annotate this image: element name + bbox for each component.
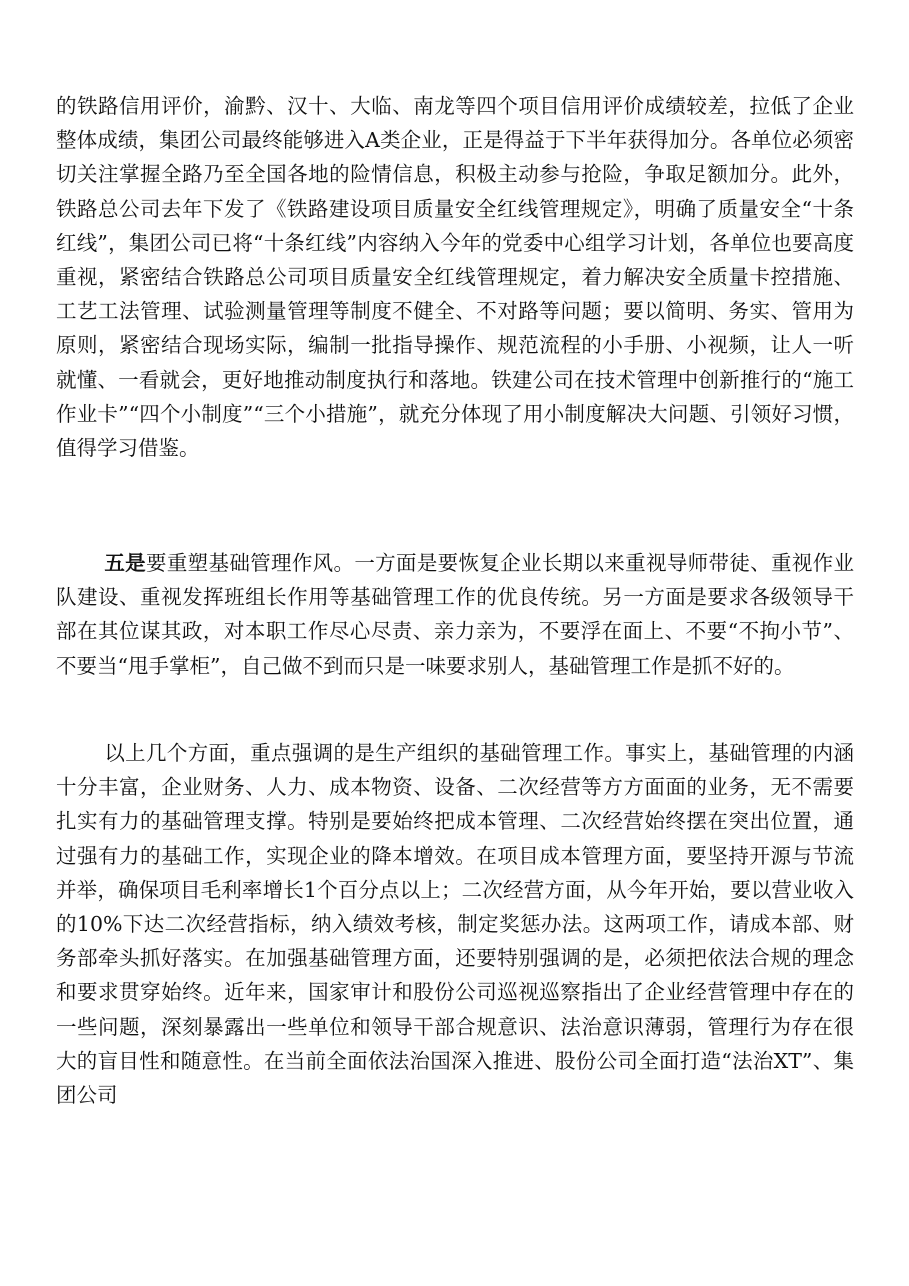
paragraph-summary [56, 736, 854, 1112]
paragraph-lead-label: 五是 [104, 551, 146, 575]
paragraph-point-five [56, 546, 854, 683]
paragraph-text: 以上几个方面，重点强调的是生产组织的基础管理工作。事实上，基础管理的内涵十分丰富，企业财务、人力、成本物资、设备、二次经营等方方面面的业务，无不需要扎实有力的基础管理支撑。特别是要始终把成本管理、二次经营始终摆在突出位置，通过强有力的基础工作，实现企业的降本增效。在项目成本管理方面，要坚持开源与节流并举，确保项目毛利率增长1个百分点以上；二次经营方面，从今年开始，要以营业收入的10%下达二次经营指标，纳入绩效考核，制定奖惩办法。这两项工作，请成本部、财务部牵头抓好落实。在加强基础管理方面，还要特别强调的是，必须把依法合规的理念和要求贯穿始终。近年来，国家审计和股份公司巡视巡察指出了企业经营管理中存在的一些问题，深刻暴露出一些单位和领导干部合规意识、法治意识薄弱，管理行为存在很大的盲目性和随意性。在当前全面依法治国深入推进、股份公司全面打造“法治XT”、集团公司 [56, 741, 854, 1108]
paragraph-credit-evaluation [56, 89, 854, 465]
paragraph-text: 要重塑基础管理作风。一方面是要恢复企业长期以来重视导师带徒、重视作业队建设、重视发挥班组长作用等基础管理工作的优良传统。另一方面是要求各级领导干部在其位谋其政，对本职工作尽心尽责、亲力亲为，不要浮在面上、不要“不拘小节”、不要当“甩手掌柜”，自己做不到而只是一味要求别人，基础管理工作是抓不好的。 [56, 551, 854, 678]
paragraph-text: 的铁路信用评价，渝黔、汉十、大临、南龙等四个项目信用评价成绩较差，拉低了企业整体成绩，集团公司最终能够进入A类企业，正是得益于下半年获得加分。各单位必须密切关注掌握全路乃至全国各地的险情信息，积极主动参与抢险，争取足额加分。此外，铁路总公司去年下发了《铁路建设项目质量安全红线管理规定》，明确了质量安全“十条红线”，集团公司已将“十条红线”内容纳入今年的党委中心组学习计划，各单位也要高度重视，紧密结合铁路总公司项目质量安全红线管理规定，着力解决安全质量卡控措施、工艺工法管理、试验测量管理等制度不健全、不对路等问题；要以简明、务实、管用为原则，紧密结合现场实际，编制一批指导操作、规范流程的小手册、小视频，让人一听就懂、一看就会，更好地推动制度执行和落地。铁建公司在技术管理中创新推行的“施工作业卡”“四个小制度”“三个小措施”，就充分体现了用小制度解决大问题、引领好习惯，值得学习借鉴。 [56, 94, 854, 461]
